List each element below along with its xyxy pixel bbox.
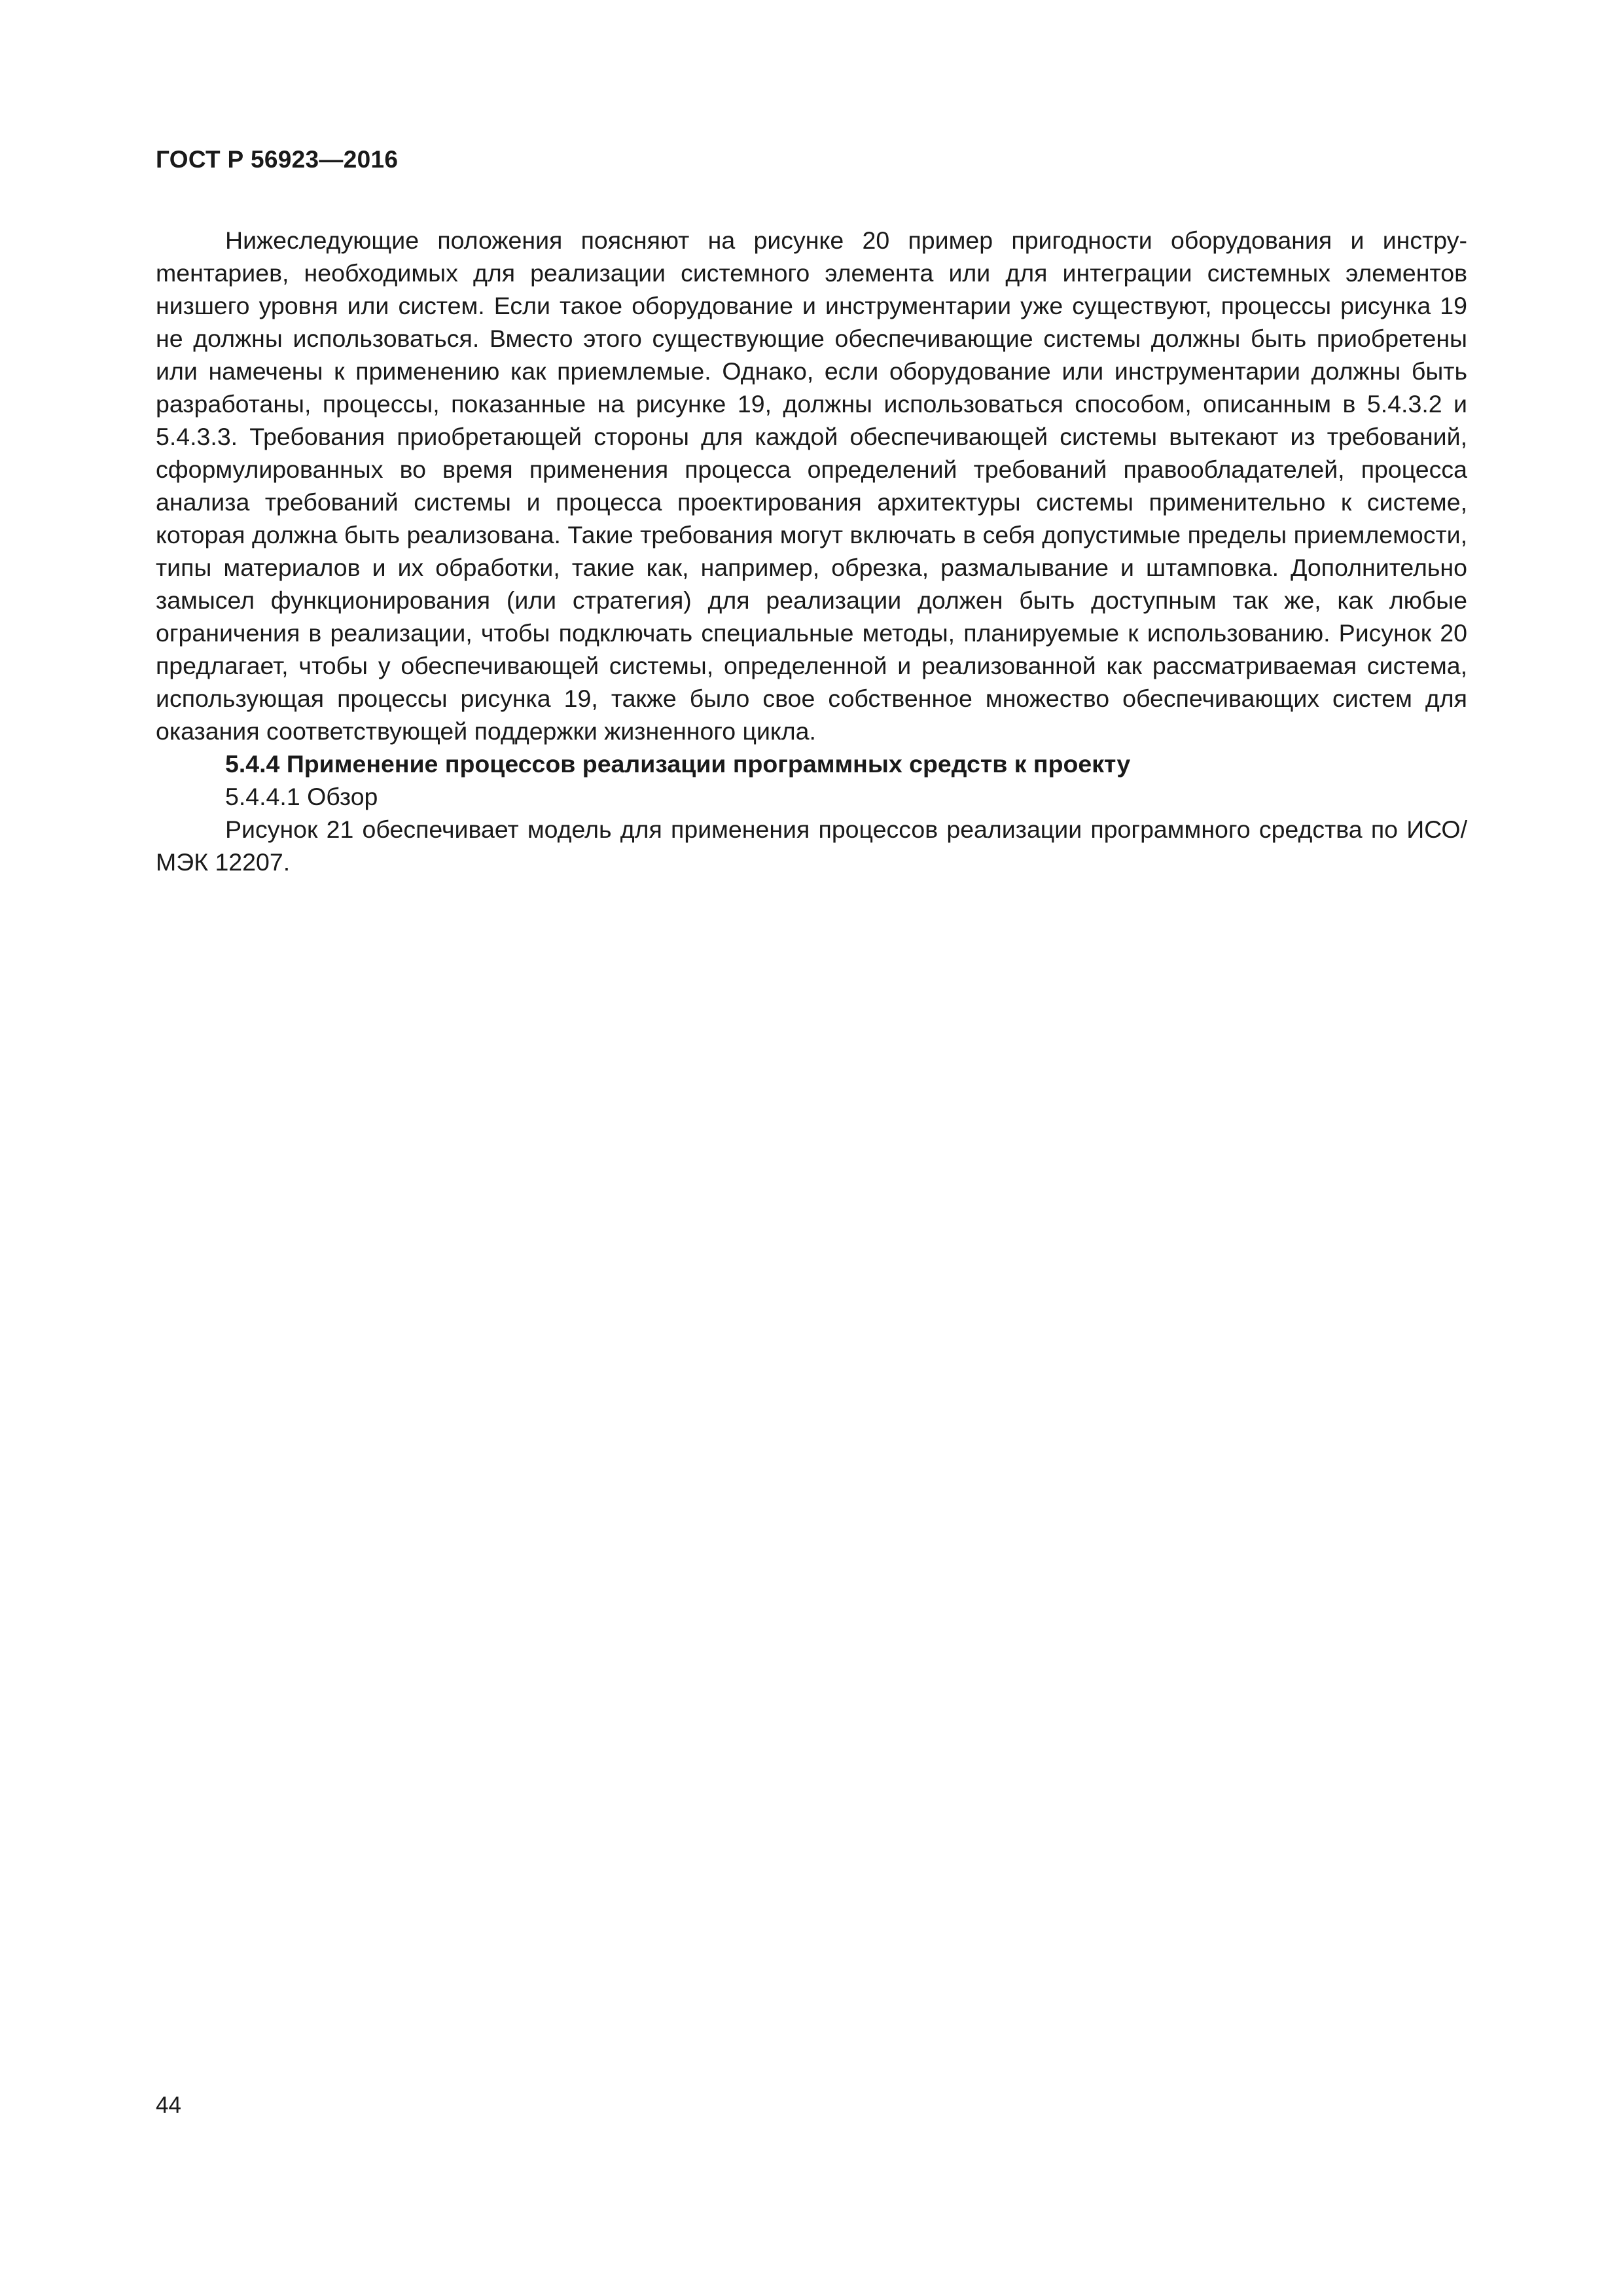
page-number: 44 [156, 2092, 181, 2118]
section-heading: 5.4.4 Применение процессов реализации программных средств к проекту [225, 750, 1131, 778]
page-header: ГОСТ Р 56923—2016 [156, 146, 399, 173]
body-paragraph: Рисунок 21 обеспечивает модель для применения процессов реализации программного средства по ИСО/МЭК 12207. [156, 816, 1467, 876]
body-paragraph: Нижеследующие положения поясняют на рисунке 20 пример пригодности оборудования и инструmентариев, необходимых для реализации системного элемента или для интеграции системных элементов низшего уровня или систем. Если такое оборудование и инструментарии уже существуют, процессы рисунка 19 не должны использоваться. Вместо этого существующие обеспечивающие системы должны быть приобретены или намечены к применению как приемлемые. Однако, если оборудование или инструментарии должны быть разработаны, процессы, показанные на рисунке 19, должны использоваться способом, описанным в 5.4.3.2 и 5.4.3.3. Требования приобретающей стороны для каждой обеспечивающей системы вытекают из требований, сформулированных во время применения процесса определений требований правообладателей, процесса анализа требований системы и процесса проектирования архитектуры системы применительно к системе, которая должна быть реализована. Такие требования могут включать в себя допустимые пределы приемлемости, типы материалов и их обработки, такие как, например, обрезка, размалывание и штамповка. Дополнительно замысел функционирования (или стратегия) для реализации должен быть доступным так же, как любые ограничения в реализации, чтобы подключать специальные методы, планируемые к использованию. Рисунок 20 предлагает, чтобы у обеспечивающей системы, определенной и реализованной как рассматриваемая система, использующая процессы рисунка 19, также было свое собственное множество обеспечивающих систем для оказания соответствующей поддержки жизненного цикла. [156, 226, 1467, 745]
subsection-heading: 5.4.4.1 Обзор [225, 783, 378, 810]
document-body [156, 224, 1467, 878]
